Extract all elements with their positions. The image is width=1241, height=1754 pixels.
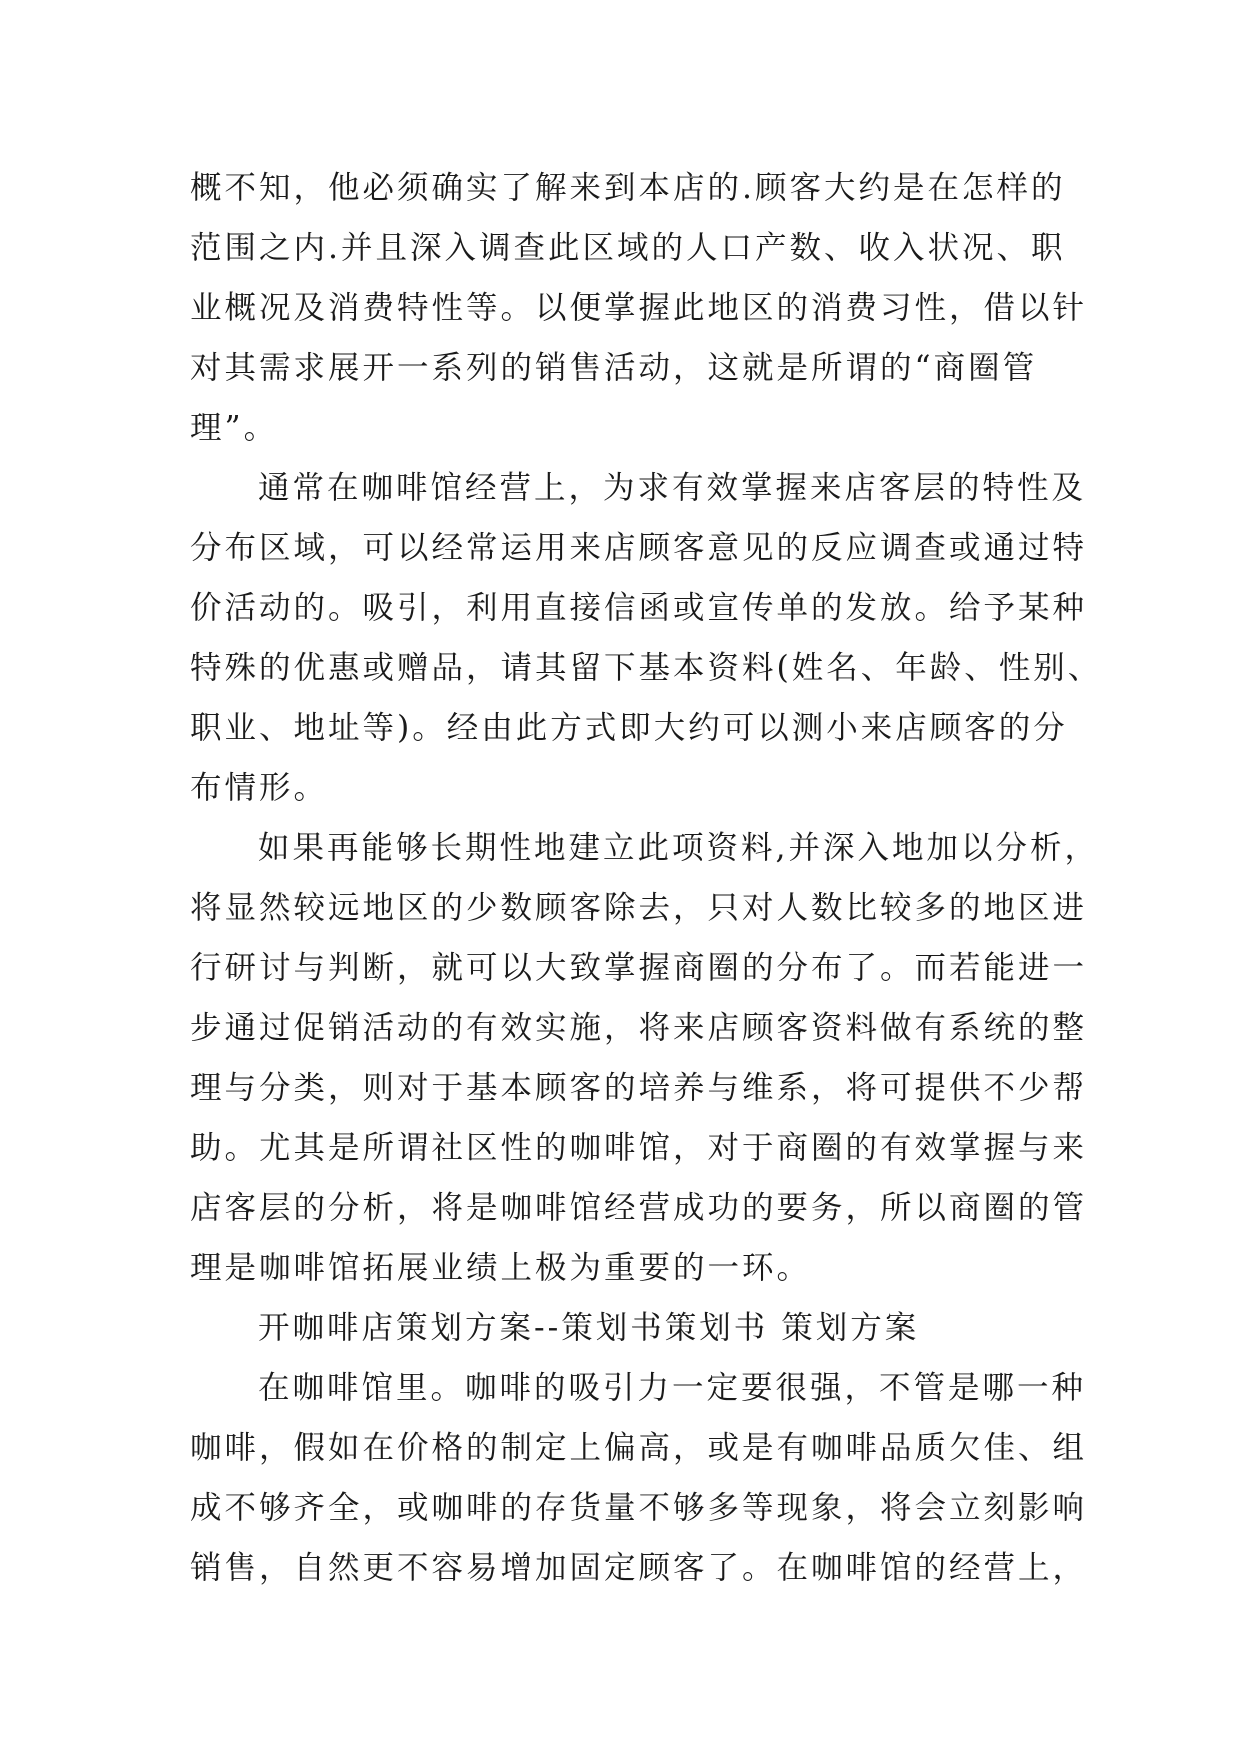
text-line: 业概况及消费特性等。以便掌握此地区的消费习性，借以针 bbox=[190, 290, 1088, 326]
text-line: 行研讨与判断，就可以大致掌握商圈的分布了。而若能进一 bbox=[190, 950, 1088, 986]
section-heading: 开咖啡店策划方案--策划书策划书 策划方案 bbox=[258, 1310, 920, 1346]
text-line: 销售，自然更不容易增加固定顾客了。在咖啡馆的经营上， bbox=[190, 1550, 1088, 1586]
paragraph-first-line: 通常在咖啡馆经营上，为求有效掌握来店客层的特性及 bbox=[258, 470, 1087, 506]
text-line: 布情形。 bbox=[190, 770, 329, 806]
text-line: 职业、地址等)。经由此方式即大约可以测小来店顾客的分 bbox=[190, 710, 1068, 746]
text-line: 步通过促销活动的有效实施，将来店顾客资料做有系统的整 bbox=[190, 1010, 1088, 1046]
text-line: 特殊的优惠或赠品，请其留下基本资料(姓名、年龄、性别、 bbox=[190, 650, 1103, 686]
text-line: 概不知，他必须确实了解来到本店的.顾客大约是在怎样的 bbox=[190, 170, 1066, 206]
text-line: 理是咖啡馆拓展业绩上极为重要的一环。 bbox=[190, 1250, 812, 1286]
body-text bbox=[190, 158, 1103, 1598]
paragraph-first-line: 如果再能够长期性地建立此项资料,并深入地加以分析， bbox=[258, 830, 1100, 866]
text-line: 助。尤其是所谓社区性的咖啡馆，对于商圈的有效掌握与来 bbox=[190, 1130, 1088, 1166]
text-line: 咖啡，假如在价格的制定上偏高，或是有咖啡品质欠佳、组 bbox=[190, 1430, 1088, 1466]
text-line: 将显然较远地区的少数顾客除去，只对人数比较多的地区进 bbox=[190, 890, 1088, 926]
text-line: 理”。 bbox=[190, 410, 279, 446]
text-line: 店客层的分析，将是咖啡馆经营成功的要务，所以商圈的管 bbox=[190, 1190, 1088, 1226]
text-line: 理与分类，则对于基本顾客的培养与维系，将可提供不少帮 bbox=[190, 1070, 1088, 1106]
text-line: 分布区域，可以经常运用来店顾客意见的反应调查或通过特 bbox=[190, 530, 1088, 566]
text-line: 对其需求展开一系列的销售活动，这就是所谓的“商圈管 bbox=[190, 350, 1038, 386]
text-line: 范围之内.并且深入调查此区域的人口产数、收入状况、职 bbox=[190, 230, 1066, 266]
text-line: 价活动的。吸引，利用直接信函或宣传单的发放。给予某种 bbox=[190, 590, 1088, 626]
paragraph-first-line: 在咖啡馆里。咖啡的吸引力一定要很强，不管是哪一种 bbox=[258, 1370, 1087, 1406]
text-line: 成不够齐全，或咖啡的存货量不够多等现象，将会立刻影响 bbox=[190, 1490, 1088, 1526]
